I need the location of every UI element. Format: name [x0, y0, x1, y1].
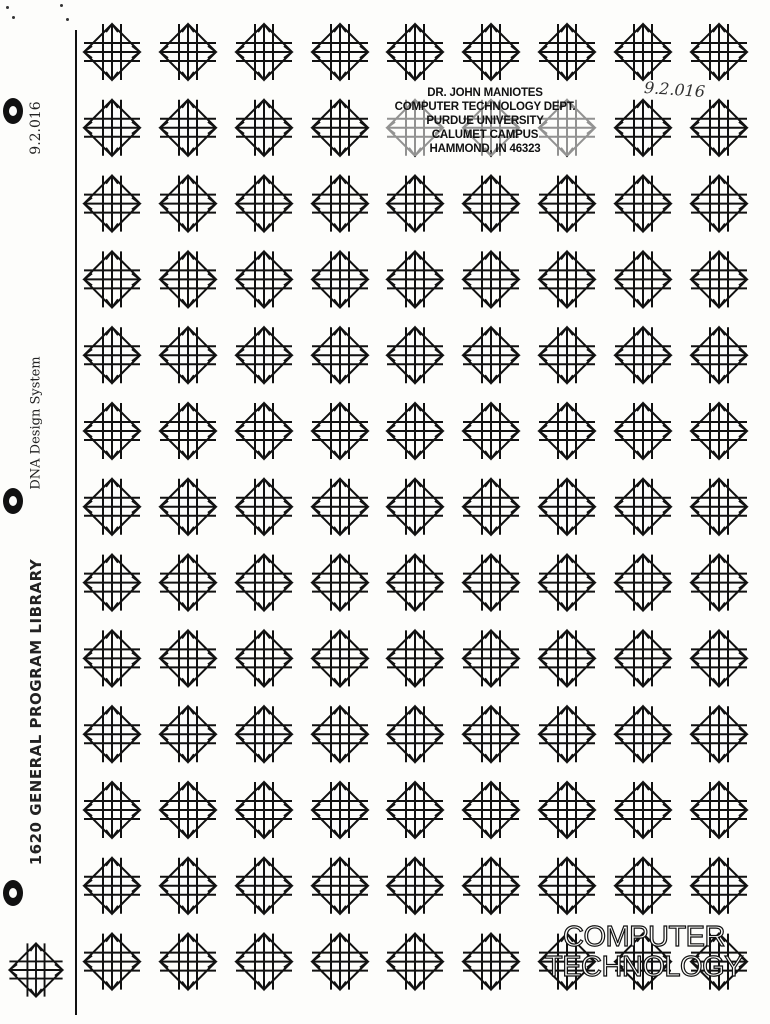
- diamond-motif-icon: [539, 630, 595, 686]
- diamond-motif-icon: [312, 555, 368, 611]
- brand-line-2: TECHNOLOGY: [544, 951, 744, 983]
- handwritten-note: 9.2.016: [643, 77, 706, 102]
- diamond-motif-icon: [84, 24, 140, 80]
- diamond-motif-icon: [691, 24, 747, 80]
- diamond-motif-icon: [312, 24, 368, 80]
- diamond-motif-icon: [236, 176, 292, 232]
- diamond-motif-icon: [539, 176, 595, 232]
- diamond-motif-icon: [463, 403, 519, 459]
- speck: [60, 4, 63, 7]
- diamond-motif-icon: [691, 782, 747, 838]
- diamond-motif-icon: [387, 327, 443, 383]
- diamond-motif-icon: [160, 251, 216, 307]
- diamond-motif-icon: [463, 934, 519, 990]
- diamond-motif-icon: [387, 782, 443, 838]
- brand-logo: [534, 922, 754, 982]
- diamond-motif-icon: [463, 858, 519, 914]
- diamond-motif-icon: [236, 24, 292, 80]
- diamond-motif-icon: [387, 403, 443, 459]
- diamond-motif-icon: [84, 327, 140, 383]
- diamond-motif-icon: [312, 630, 368, 686]
- diamond-motif-icon: [615, 403, 671, 459]
- diamond-motif-icon: [236, 706, 292, 762]
- diamond-motif-icon: [236, 555, 292, 611]
- diamond-motif-icon: [160, 327, 216, 383]
- document-number: 9.2.016: [28, 101, 44, 155]
- diamond-motif-icon: [615, 555, 671, 611]
- diamond-motif-icon: [691, 100, 747, 156]
- diamond-motif-icon: [236, 934, 292, 990]
- diamond-motif-icon: [312, 100, 368, 156]
- diamond-motif-icon: [387, 934, 443, 990]
- diamond-motif-icon: [236, 479, 292, 535]
- diamond-motif-icon: [84, 176, 140, 232]
- diamond-motif-icon: [236, 100, 292, 156]
- diamond-motif-icon: [615, 251, 671, 307]
- address-stamp: [370, 86, 600, 156]
- diamond-motif-icon: [236, 630, 292, 686]
- diamond-motif-icon: [387, 24, 443, 80]
- diamond-motif-icon: [539, 479, 595, 535]
- diamond-motif-icon: [463, 327, 519, 383]
- diamond-motif-icon: [160, 782, 216, 838]
- diamond-motif-icon: [84, 251, 140, 307]
- diamond-motif-icon: [312, 251, 368, 307]
- diamond-motif-icon: [387, 479, 443, 535]
- diamond-motif-icon: [312, 706, 368, 762]
- speck: [66, 18, 69, 21]
- stamp-line: PURDUE UNIVERSITY: [370, 114, 600, 128]
- diamond-motif-icon: [539, 858, 595, 914]
- diamond-motif-icon: [312, 858, 368, 914]
- diamond-motif-icon: [160, 479, 216, 535]
- diamond-motif-icon: [387, 858, 443, 914]
- diamond-motif-icon: [312, 403, 368, 459]
- diamond-motif-icon: [312, 479, 368, 535]
- diamond-motif-icon: [236, 403, 292, 459]
- diamond-motif-icon: [691, 176, 747, 232]
- diamond-motif-icon: [691, 706, 747, 762]
- diamond-motif-icon: [84, 479, 140, 535]
- spine-divider: [75, 30, 77, 1015]
- diamond-motif-icon: [615, 782, 671, 838]
- diamond-motif-icon: [691, 479, 747, 535]
- diamond-motif-icon: [539, 327, 595, 383]
- diamond-motif-icon: [160, 100, 216, 156]
- binder-hole-icon: [3, 880, 23, 906]
- diamond-motif-icon: [160, 176, 216, 232]
- diamond-motif-icon: [463, 630, 519, 686]
- diamond-motif-icon: [160, 403, 216, 459]
- stamp-line: CALUMET CAMPUS: [370, 128, 600, 142]
- diamond-motif-icon: [387, 176, 443, 232]
- diamond-motif-icon: [539, 251, 595, 307]
- diamond-motif-icon: [160, 630, 216, 686]
- diamond-motif-icon: [615, 630, 671, 686]
- diamond-motif-icon: [236, 251, 292, 307]
- diamond-motif-icon: [312, 934, 368, 990]
- diamond-motif-icon: [84, 403, 140, 459]
- diamond-motif-icon: [312, 782, 368, 838]
- stamp-line: HAMMOND, IN 46323: [370, 142, 600, 156]
- diamond-motif-icon: [387, 251, 443, 307]
- diamond-motif-icon: [539, 782, 595, 838]
- diamond-motif-icon: [160, 555, 216, 611]
- brand-line-1: COMPUTER: [563, 921, 725, 953]
- speck: [6, 6, 9, 9]
- diamond-motif-icon: [387, 706, 443, 762]
- diamond-motif-icon: [539, 24, 595, 80]
- diamond-motif-icon: [84, 934, 140, 990]
- diamond-motif-icon: [160, 24, 216, 80]
- diamond-motif-icon: [691, 858, 747, 914]
- diamond-motif-icon: [9, 943, 62, 996]
- stamp-line: COMPUTER TECHNOLOGY DEPT.: [370, 100, 600, 114]
- diamond-motif-icon: [615, 100, 671, 156]
- diamond-motif-icon: [615, 176, 671, 232]
- speck: [12, 16, 15, 19]
- library-title: 1620 GENERAL PROGRAM LIBRARY: [27, 558, 45, 866]
- binder-hole-icon: [3, 488, 23, 514]
- diamond-motif-icon: [84, 782, 140, 838]
- diamond-motif-icon: [84, 555, 140, 611]
- diamond-motif-icon: [236, 858, 292, 914]
- diamond-motif-icon: [615, 479, 671, 535]
- diamond-motif-icon: [160, 858, 216, 914]
- diamond-motif-icon: [463, 782, 519, 838]
- diamond-motif-icon: [691, 327, 747, 383]
- diamond-motif-icon: [312, 327, 368, 383]
- diamond-motif-icon: [463, 24, 519, 80]
- diamond-motif-icon: [615, 858, 671, 914]
- diamond-motif-icon: [387, 630, 443, 686]
- diamond-motif-icon: [463, 176, 519, 232]
- diamond-motif-icon: [463, 555, 519, 611]
- diamond-motif-icon: [160, 934, 216, 990]
- diamond-motif-icon: [236, 782, 292, 838]
- diamond-motif-icon: [84, 100, 140, 156]
- diamond-motif-icon: [463, 706, 519, 762]
- diamond-motif-icon: [84, 858, 140, 914]
- diamond-motif-icon: [691, 555, 747, 611]
- diamond-motif-icon: [691, 630, 747, 686]
- diamond-motif-icon: [236, 327, 292, 383]
- diamond-motif-icon: [84, 630, 140, 686]
- diamond-motif-icon: [691, 251, 747, 307]
- diamond-motif-icon: [160, 706, 216, 762]
- diamond-motif-icon: [539, 555, 595, 611]
- diamond-motif-icon: [615, 24, 671, 80]
- diamond-motif-icon: [387, 555, 443, 611]
- diamond-motif-icon: [84, 706, 140, 762]
- diamond-motif-icon: [615, 327, 671, 383]
- diamond-motif-icon: [463, 479, 519, 535]
- stamp-line: DR. JOHN MANIOTES: [370, 86, 600, 100]
- diamond-motif-icon: [312, 176, 368, 232]
- diamond-motif-icon: [539, 403, 595, 459]
- diamond-motif-icon: [539, 706, 595, 762]
- diamond-motif-icon: [615, 706, 671, 762]
- diamond-motif-icon: [463, 251, 519, 307]
- program-title: DNA Design System: [28, 356, 44, 490]
- binder-hole-icon: [3, 98, 23, 124]
- diamond-motif-icon: [691, 403, 747, 459]
